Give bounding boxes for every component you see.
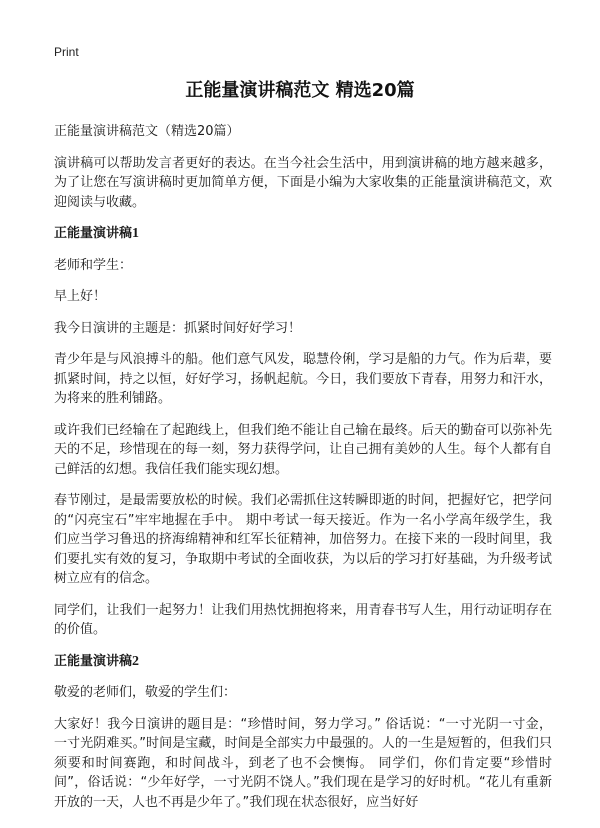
paragraph: 青少年是与风浪搏斗的船。他们意气风发，聪慧伶俐，学习是船的力气。作为后辈，要抓紧时间，持之以恒，好好学习，扬帆起航。今日，我们要放下青春，用努力和汗水，为将来的胜利铺路。	[54, 352, 552, 406]
section-heading-2	[54, 652, 552, 672]
paragraph: 早上好！	[54, 289, 107, 304]
paragraph: 春节刚过，是最需要放松的时候。我们必需抓住这转瞬即逝的时间，把握好它，把学问的“闪亮宝石”牢牢地握在手中。 期中考试一每天接近。作为一名小学高年级学生，我们应当学习鲁迅的挤海绵精神和红军长征精神，加倍努力。在接下来的一段时间里，我们要扎实有效的复习，争取期中考试的全面收获，为以后的学习打好基础，为升级考试树立应有的信念。	[54, 493, 552, 586]
paragraph: 我今日演讲的主题是：抓紧时间好好学习！	[54, 320, 302, 336]
document-body	[54, 122, 552, 824]
paragraph: 敬爱的老师们，敬爱的学生们：	[54, 685, 237, 700]
document-subtitle: 正能量演讲稿范文（精选20篇）	[54, 124, 240, 139]
section-heading-number: 1	[132, 226, 140, 241]
paragraph: 同学们，让我们一起努力！让我们用热忱拥抱将来，用青春书写人生，用行动证明存在的价值。	[54, 602, 552, 637]
section-heading-text: 正能量演讲稿	[54, 226, 133, 241]
intro-paragraph: 演讲稿可以帮助发言者更好的表达。在当今社会生活中，用到演讲稿的地方越来越多，为了让您在写演讲稿时更加简单方便，下面是小编为大家收集的正能量演讲稿范文，欢迎阅读与收藏。	[54, 155, 552, 210]
section-heading-number: 2	[132, 653, 140, 669]
section-heading-text: 正能量演讲稿	[54, 653, 133, 669]
paragraph: 老师和学生：	[54, 257, 133, 273]
print-link[interactable]: Print	[54, 45, 79, 59]
paragraph: 大家好！我今日演讲的题目是：“珍惜时间，努力学习。” 俗话说：“一寸光阴一寸金，一寸光阴难买。”时间是宝藏，时间是全部实力中最强的。人的一生是短暂的，但我们只须要和时间赛跑，和时间战斗，到老了也不会懊悔。 同学们，你们肯定要“珍惜时间”，俗话说：“少年好学，一寸光阴不饶人。”我们现在是学习的好时机。“花儿有重新开放的一天，人也不再是少年了。”我们现在状态很好，应当好好	[54, 716, 552, 810]
paragraph: 或许我们已经输在了起跑线上，但我们绝不能让自己输在最终。后天的勤奋可以弥补先天的不足，珍惜现在的每一刻，努力获得学问，让自己拥有美妙的人生。每个人都有自己鲜活的幻想。我信任我们能实现幻想。	[54, 422, 552, 477]
page-title: 正能量演讲稿范文 精选20篇	[185, 80, 415, 101]
section-heading-1	[54, 224, 552, 244]
